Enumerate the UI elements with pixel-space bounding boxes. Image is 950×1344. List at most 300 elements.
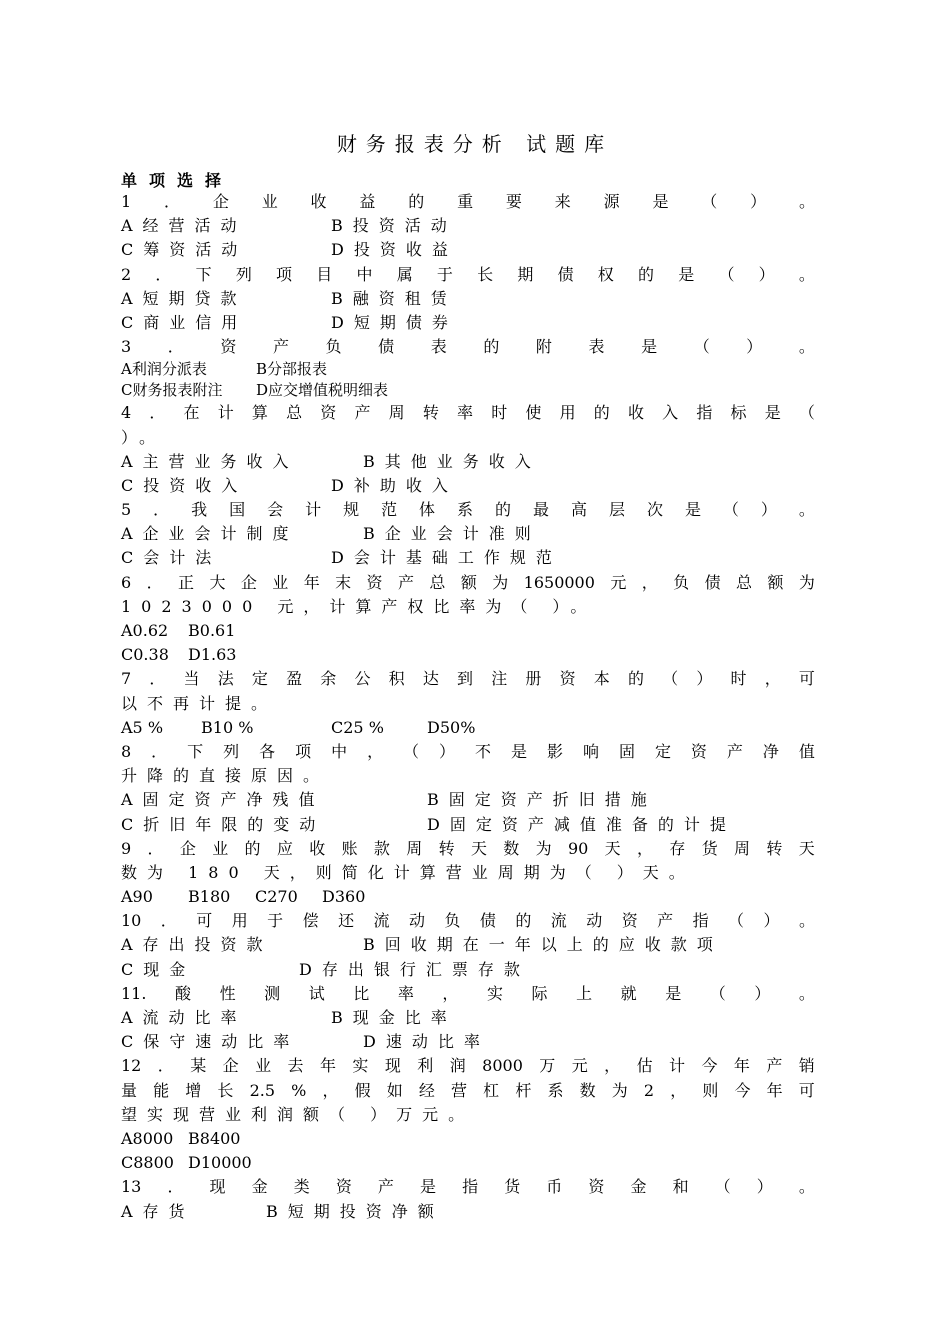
question-char: 今: [701, 1056, 718, 1076]
question-char: 是: [641, 337, 658, 357]
question-char: （: [709, 983, 726, 1003]
question-char: 2: [121, 264, 132, 284]
question-char: 杠: [483, 1080, 500, 1100]
answer-option: 数为 180 天，则简化计算营业周期为（ ）天。: [121, 862, 695, 882]
option-line: [121, 716, 815, 740]
question-char: 是: [652, 192, 669, 211]
question-char: 估: [636, 1056, 653, 1076]
question-char: 资: [621, 911, 638, 931]
question-char: 现: [384, 1056, 401, 1076]
question-char: ．: [149, 669, 166, 689]
question-char: 的: [483, 337, 500, 357]
question-char: 属: [396, 264, 413, 284]
answer-option: A企业会计制度: [121, 524, 299, 544]
question-char: ，: [604, 1056, 621, 1076]
question-char: 产: [766, 1056, 783, 1076]
question-char: 债: [704, 572, 721, 592]
question-char: 类: [293, 1177, 310, 1197]
question-char: 系: [457, 500, 474, 520]
question-char: 是: [665, 983, 682, 1003]
question-char: 为: [611, 1080, 628, 1100]
question-char: 是: [764, 403, 781, 423]
option-line: [121, 619, 815, 643]
option-line: [121, 933, 815, 957]
question-char: ，: [670, 1080, 687, 1100]
question-char: ）: [754, 983, 771, 1003]
question-char: 实: [486, 983, 503, 1003]
answer-option: 1023000 元，计算产权比率为（ ）。: [121, 596, 597, 616]
question-char: 企: [222, 1056, 239, 1076]
question-char: （: [403, 741, 420, 761]
question-char: 周: [388, 403, 405, 423]
question-char: 值: [798, 741, 815, 761]
answer-option: A流动比率: [121, 1008, 247, 1027]
question-char: 期: [517, 264, 534, 284]
question-char: 3: [121, 337, 132, 357]
question-char: 于: [436, 264, 453, 284]
question-char: 产: [377, 1177, 394, 1197]
question-char: 资: [366, 572, 383, 592]
question-char: 。: [798, 1177, 815, 1197]
answer-option: B回收期在一年以上的应收款项: [363, 935, 723, 955]
question-char: 货: [701, 838, 718, 858]
question-char: 影: [546, 741, 563, 761]
question-char: 6: [121, 572, 132, 592]
question-char: 额: [460, 572, 477, 592]
question-char: ．: [164, 192, 181, 211]
question-char: 金: [630, 1177, 647, 1197]
question-line: [121, 740, 815, 764]
answer-option: D短期债券: [331, 312, 458, 332]
option-line: [121, 788, 815, 812]
question-char: 的: [638, 264, 655, 284]
question-char: ．: [151, 741, 168, 761]
question-char: 中: [331, 741, 348, 761]
question-char: 4: [121, 403, 132, 423]
option-line: [121, 1030, 815, 1054]
question-char: 8: [121, 741, 132, 761]
question-line: [121, 1054, 815, 1078]
question-char: 响: [582, 741, 599, 761]
question-char: （: [718, 264, 735, 284]
answer-option: D应交增值税明细表: [256, 381, 389, 400]
question-char: 的: [244, 838, 261, 858]
question-char: 国: [229, 500, 246, 520]
option-line: [121, 692, 815, 716]
option-line: [121, 450, 815, 474]
question-char: 存: [669, 838, 686, 858]
option-line: [121, 474, 815, 498]
question-char: 总: [286, 403, 303, 423]
question-char: 权: [597, 264, 614, 284]
question-char: 长: [477, 264, 494, 284]
option-line: [121, 861, 815, 885]
question-char: 周: [734, 838, 751, 858]
question-char: 资: [320, 403, 337, 423]
answer-option: B现金比率: [331, 1008, 457, 1027]
question-char: 的: [515, 911, 532, 931]
question-char: 企: [240, 572, 257, 592]
question-char: 量: [121, 1080, 138, 1100]
question-char: 算: [251, 403, 268, 423]
question-char: ．: [146, 572, 163, 592]
question-char: 负: [444, 911, 461, 931]
question-char: 万: [539, 1056, 556, 1076]
question-char: 于: [267, 911, 284, 931]
answer-option: C筹资活动: [121, 240, 248, 260]
question-char: 层: [608, 500, 625, 520]
question-char: 能: [153, 1080, 170, 1100]
question-char: 时: [491, 403, 508, 423]
question-char: 计: [305, 500, 322, 520]
question-char: （: [728, 911, 745, 931]
question-char: 企: [179, 838, 196, 858]
question-char: 来: [554, 192, 571, 211]
answer-option: A0.62: [121, 621, 169, 640]
question-char: 源: [603, 192, 620, 211]
question-char: （: [693, 337, 710, 357]
answer-option: B其他业务收入: [363, 451, 541, 471]
answer-option: A8000: [121, 1128, 174, 1148]
question-char: 酸: [175, 983, 192, 1003]
answer-option: 升降的直接原因。: [121, 766, 330, 786]
option-line: [121, 764, 815, 788]
answer-option: D50%: [427, 717, 476, 737]
question-char: 增: [185, 1080, 202, 1100]
question-char: 年: [319, 1056, 336, 1076]
question-char: 8000: [482, 1056, 523, 1076]
question-char: 入: [662, 403, 679, 423]
question-char: ．: [160, 911, 177, 931]
question-char: 和: [672, 1177, 689, 1197]
question-char: 数: [503, 838, 520, 858]
question-char: 流: [550, 911, 567, 931]
answer-option: C商业信用: [121, 312, 248, 332]
question-char: 产: [397, 572, 414, 592]
question-char: 1650000: [523, 572, 595, 592]
question-char: 我: [191, 500, 208, 520]
question-char: （: [701, 192, 718, 211]
question-char: 最: [533, 500, 550, 520]
question-char: 。: [798, 337, 815, 357]
question-char: 利: [417, 1056, 434, 1076]
question-char: 元: [610, 572, 627, 592]
question-char: ．: [167, 337, 184, 357]
question-char: 负: [673, 572, 690, 592]
question-char: ）: [758, 264, 775, 284]
question-char: 计: [217, 403, 234, 423]
question-char: 是: [678, 264, 695, 284]
question-char: 应: [276, 838, 293, 858]
question-char: 。: [798, 983, 815, 1003]
question-char: 。: [798, 264, 815, 284]
question-char: 的: [593, 403, 610, 423]
question-line: [121, 837, 815, 861]
question-char: 到: [457, 669, 474, 689]
question-char: 可: [196, 911, 213, 931]
question-char: 7: [121, 669, 132, 689]
question-char: 动: [408, 911, 425, 931]
question-char: 货: [504, 1177, 521, 1197]
option-line: [121, 813, 815, 837]
question-char: 固: [618, 741, 635, 761]
option-line: [121, 1006, 815, 1030]
question-char: 13: [121, 1177, 142, 1197]
option-line: [121, 311, 815, 335]
answer-option: D固定资产减值准备的计提: [427, 814, 736, 834]
question-char: 定: [654, 741, 671, 761]
answer-option: D存出银行汇票存款: [299, 959, 530, 979]
question-char: 杆: [515, 1080, 532, 1100]
question-char: 盈: [286, 669, 303, 689]
question-char: 列: [223, 741, 240, 761]
question-char: 资: [588, 1177, 605, 1197]
question-char: 时: [730, 669, 747, 689]
question-line: [121, 571, 815, 595]
question-char: 。: [798, 500, 815, 520]
question-char: 积: [388, 669, 405, 689]
question-char: 范: [381, 500, 398, 520]
answer-option: A存货: [121, 1201, 195, 1221]
question-char: 11.: [121, 983, 147, 1003]
answer-option: ）。: [121, 427, 166, 447]
answer-option: A存出投资款: [121, 935, 273, 955]
question-char: 达: [422, 669, 439, 689]
question-char: 。: [798, 192, 815, 211]
question-char: 为: [798, 572, 815, 592]
option-line: [121, 287, 815, 311]
option-line: [121, 546, 815, 570]
question-char: 体: [419, 500, 436, 520]
question-char: 为: [535, 838, 552, 858]
question-char: 下: [195, 264, 212, 284]
question-char: 在: [183, 403, 200, 423]
question-line: [121, 335, 815, 359]
question-char: 大: [209, 572, 226, 592]
question-char: 的: [495, 500, 512, 520]
question-char: 年: [303, 572, 320, 592]
question-char: 末: [335, 572, 352, 592]
option-line: [121, 522, 815, 546]
option-line: [121, 1127, 815, 1151]
question-char: 高: [570, 500, 587, 520]
question-char: 资: [220, 337, 237, 357]
question-char: 公: [354, 669, 371, 689]
answer-option: B分部报表: [256, 360, 328, 379]
question-char: 各: [259, 741, 276, 761]
answer-option: A经营活动: [121, 216, 247, 236]
question-line: [121, 909, 815, 933]
question-char: 净: [762, 741, 779, 761]
question-char: 假: [354, 1080, 371, 1100]
question-line: [121, 982, 815, 1006]
question-char: 。: [798, 911, 815, 931]
question-char: 可: [798, 669, 815, 689]
question-char: ，: [442, 983, 459, 1003]
answer-option: C保守速动比率: [121, 1032, 300, 1052]
question-char: 是: [511, 741, 528, 761]
question-char: 资: [559, 669, 576, 689]
answer-option: D360: [322, 887, 366, 907]
question-char: 产: [657, 911, 674, 931]
question-char: 债: [479, 911, 496, 931]
question-char: 系: [547, 1080, 564, 1100]
answer-option: D1.63: [188, 645, 237, 665]
answer-option: B融资租赁: [331, 288, 457, 308]
question-char: ，: [641, 572, 658, 592]
question-char: 流: [373, 911, 390, 931]
option-line: [121, 426, 815, 450]
question-char: 额: [767, 572, 784, 592]
question-char: ．: [167, 1177, 184, 1197]
option-line: [121, 885, 815, 909]
question-char: 业: [261, 192, 278, 211]
question-char: 天: [604, 838, 621, 858]
question-char: ）: [439, 741, 456, 761]
question-char: 法: [217, 669, 234, 689]
option-line-small: [121, 359, 815, 380]
question-char: 要: [505, 192, 522, 211]
question-char: 今: [734, 1080, 751, 1100]
question-char: 次: [646, 500, 663, 520]
question-char: 项: [295, 741, 312, 761]
question-char: 天: [798, 838, 815, 858]
question-line: [121, 1175, 815, 1199]
question-line: [121, 263, 815, 287]
question-char: 就: [620, 983, 637, 1003]
question-char: 转: [766, 838, 783, 858]
question-char: 本: [593, 669, 610, 689]
question-char: （: [662, 669, 679, 689]
question-char: 下: [187, 741, 204, 761]
question-char: 营: [451, 1080, 468, 1100]
question-char: 为: [492, 572, 509, 592]
question-char: 业: [255, 1056, 272, 1076]
answer-option: B固定资产折旧措施: [427, 790, 657, 810]
option-line-small: [121, 380, 815, 401]
question-char: 企: [212, 192, 229, 211]
question-char: 1: [121, 192, 132, 211]
question-char: 规: [343, 500, 360, 520]
answer-option: D补助收入: [331, 475, 458, 495]
question-char: ）: [746, 337, 763, 357]
question-line: [121, 498, 815, 522]
answer-option: C25 %: [331, 717, 384, 737]
question-char: 列: [235, 264, 252, 284]
question-char: 产: [272, 337, 289, 357]
answer-option: A5 %: [121, 717, 164, 737]
option-line: [121, 1151, 815, 1175]
question-char: 收: [627, 403, 644, 423]
answer-option: 望实现营业利润额（ ）万元。: [121, 1104, 475, 1124]
question-char: 是: [684, 500, 701, 520]
answer-option: B8400: [188, 1128, 241, 1148]
question-char: 用: [231, 911, 248, 931]
question-char: 性: [219, 983, 236, 1003]
question-char: 5: [121, 500, 132, 520]
answer-option: B180: [188, 887, 231, 907]
question-char: 去: [287, 1056, 304, 1076]
question-char: 际: [531, 983, 548, 1003]
question-char: 12: [121, 1056, 142, 1076]
question-char: 2.5: [249, 1080, 276, 1100]
answer-option: A短期贷款: [121, 288, 247, 308]
answer-option: D会计基础工作规范: [331, 548, 562, 568]
answer-option: B企业会计准则: [363, 524, 541, 544]
answer-option: D投资收益: [331, 240, 458, 260]
question-char: 收: [310, 192, 327, 211]
question-char: 则: [702, 1080, 719, 1100]
question-char: 指: [692, 911, 709, 931]
question-char: （: [722, 500, 739, 520]
question-char: 资: [690, 741, 707, 761]
question-char: 元: [571, 1056, 588, 1076]
question-char: 率: [397, 983, 414, 1003]
document-title: 财务报表分析 试题库: [336, 132, 614, 156]
question-char: 当: [183, 669, 200, 689]
question-char: 90: [567, 838, 589, 858]
question-char: 如: [386, 1080, 403, 1100]
question-char: %: [291, 1080, 307, 1100]
question-char: ）: [750, 192, 767, 211]
answer-option: C折旧年限的变动: [121, 814, 326, 834]
question-char: ）: [763, 911, 780, 931]
answer-option: C270: [255, 887, 298, 907]
answer-option: C现金: [121, 959, 196, 979]
question-char: 负: [325, 337, 342, 357]
question-char: 中: [356, 264, 373, 284]
question-char: 正: [178, 572, 195, 592]
answer-option: D10000: [188, 1153, 252, 1173]
option-line: [121, 595, 815, 619]
question-char: 年: [766, 1080, 783, 1100]
question-char: 款: [373, 838, 390, 858]
question-char: 产: [726, 741, 743, 761]
question-char: 注: [491, 669, 508, 689]
question-char: 币: [546, 1177, 563, 1197]
question-char: ．: [149, 403, 166, 423]
question-char: 偿: [302, 911, 319, 931]
answer-option: C8800: [121, 1153, 174, 1173]
option-line: [121, 643, 815, 667]
question-char: ，: [637, 838, 654, 858]
question-char: 9: [121, 838, 132, 858]
question-char: 项: [276, 264, 293, 284]
question-char: 总: [736, 572, 753, 592]
answer-option: C投资收入: [121, 475, 248, 495]
option-line: [121, 958, 815, 982]
question-char: 是: [420, 1177, 437, 1197]
question-char: 目: [316, 264, 333, 284]
question-char: 转: [438, 838, 455, 858]
question-char: 用: [559, 403, 576, 423]
question-char: 2: [643, 1080, 655, 1100]
question-line: [121, 1079, 815, 1103]
answer-option: A利润分派表: [121, 360, 207, 379]
question-char: ）: [756, 1177, 773, 1197]
answer-option: B投资活动: [331, 216, 457, 236]
question-char: 试: [308, 983, 325, 1003]
option-line: [121, 214, 815, 238]
question-char: ．: [155, 264, 172, 284]
question-char: 计: [669, 1056, 686, 1076]
question-line: [121, 667, 815, 691]
question-char: 账: [341, 838, 358, 858]
question-char: 表: [588, 337, 605, 357]
question-char: ，: [367, 741, 384, 761]
question-char: 指: [462, 1177, 479, 1197]
question-char: 表: [430, 337, 447, 357]
